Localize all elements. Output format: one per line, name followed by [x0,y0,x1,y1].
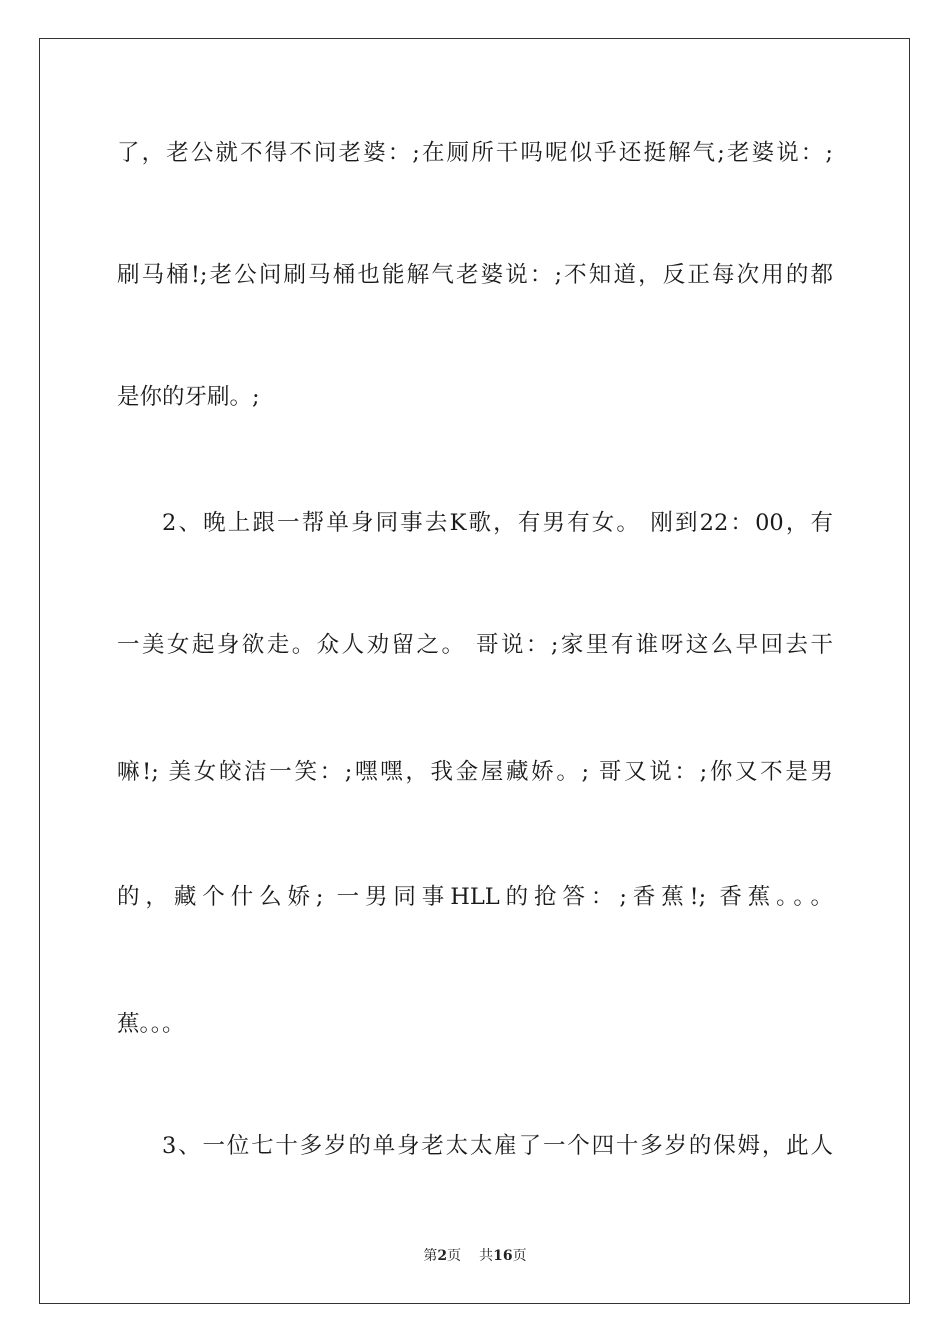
footer-total-number: 16 [493,1248,513,1264]
paragraph-2-line-3: 嘛!; 美女皎洁一笑：;嘿嘿，我金屋藏娇。; 哥又说：;你又不是男 [117,759,833,785]
body-text-line-1: 了，老公就不得不问老婆：;在厕所干吗呢似乎还挺解气;老婆说：; [117,140,833,166]
page-border [39,38,910,1304]
paragraph-2-line-5: 蕉。。。 [117,1011,185,1037]
page-footer [0,1246,950,1266]
footer-page-number: 2 [437,1248,448,1264]
paragraph-2-line-2: 一美女起身欲走。众人劝留之。 哥说：;家里有谁呀这么早回去干 [117,632,833,658]
body-text-line-3: 是你的牙刷。; [117,384,260,410]
footer-total-prefix: 共 [479,1248,494,1264]
paragraph-2-line-4: 的，藏个什么娇; 一男同事HLL的抢答：;香蕉!; 香蕉。。。 [117,884,833,910]
paragraph-3-line-1: 3、一位七十多岁的单身老太太雇了一个四十多岁的保姆，此人 [162,1133,833,1159]
footer-page-suffix: 页 [447,1248,462,1264]
paragraph-2-line-1: 2、晚上跟一帮单身同事去K歌，有男有女。 刚到22：00，有 [162,510,833,536]
footer-page-prefix: 第 [423,1248,438,1264]
body-text-line-2: 刷马桶!;老公问刷马桶也能解气老婆说：;不知道，反正每次用的都 [117,262,833,288]
footer-total-suffix: 页 [512,1248,527,1264]
